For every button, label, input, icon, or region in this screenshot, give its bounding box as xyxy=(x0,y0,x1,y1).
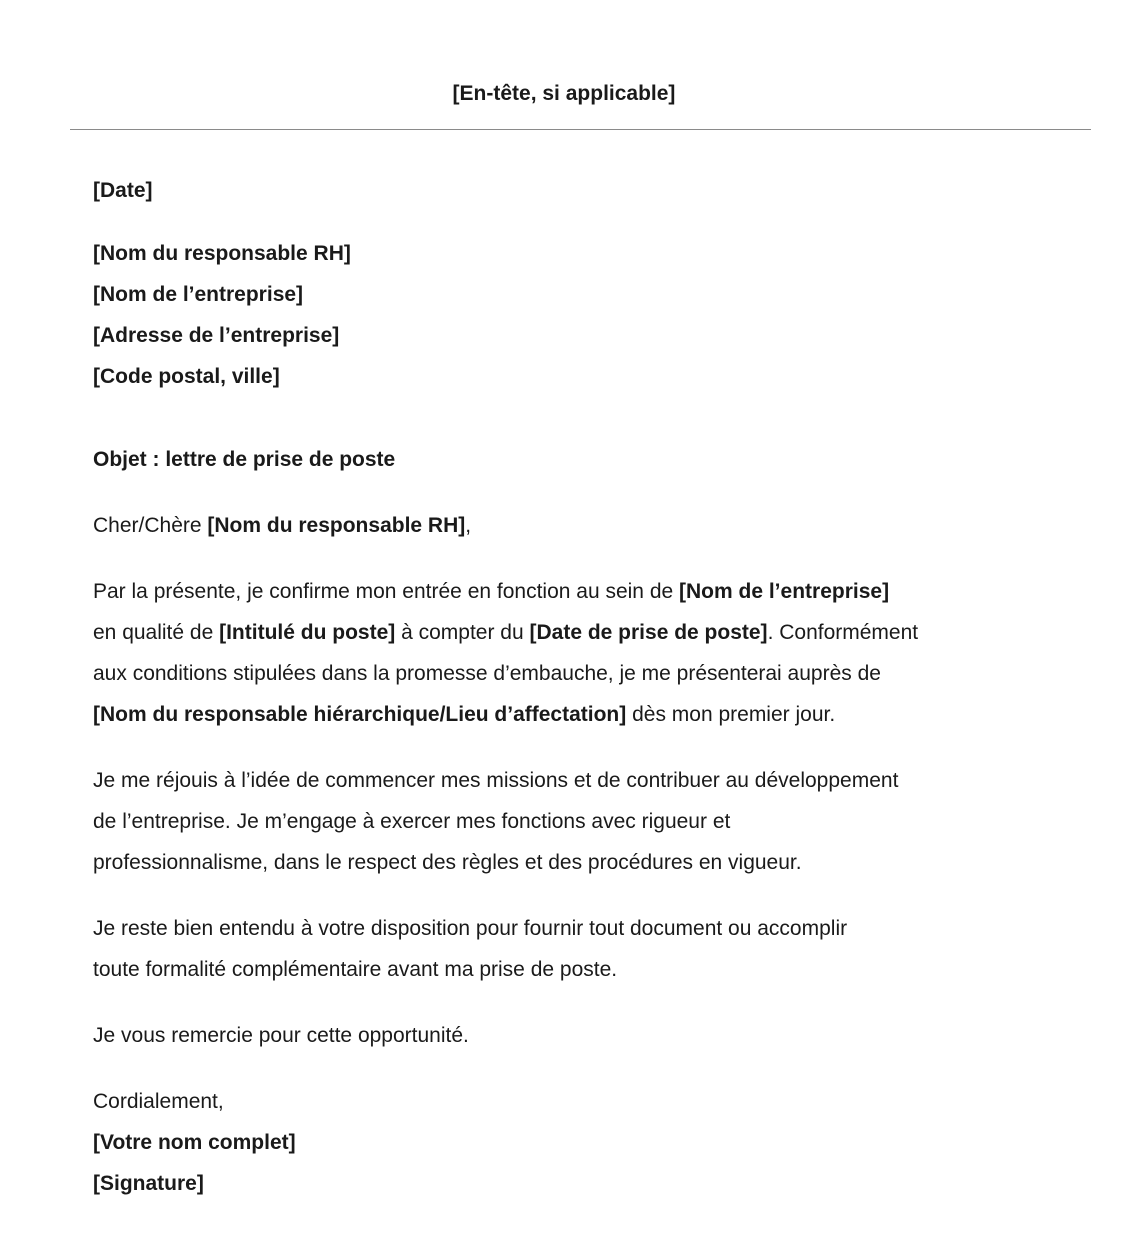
recipient-city: [Code postal, ville] xyxy=(93,365,280,388)
letterhead-placeholder: [En-tête, si applicable] xyxy=(452,82,676,105)
p1-manager: [Nom du responsable hiérarchique/Lieu d’affectation] xyxy=(93,703,627,726)
p1-text: aux conditions stipulées dans la promesse d’embauche, je me présenterai auprès de xyxy=(93,662,881,685)
p2-line: de l’entreprise. Je m’engage à exercer mes fonctions avec rigueur et xyxy=(93,810,731,833)
paragraph-1 xyxy=(93,571,1053,735)
signature-placeholder: [Signature] xyxy=(93,1172,204,1195)
p3-line: Je reste bien entendu à votre disposition pour fournir tout document ou accomplir xyxy=(93,917,848,940)
sender-name: [Votre nom complet] xyxy=(93,1131,296,1154)
paragraph-2 xyxy=(93,760,1053,883)
recipient-company: [Nom de l’entreprise] xyxy=(93,283,304,306)
recipient-address: [Adresse de l’entreprise] xyxy=(93,324,340,347)
p2-line: professionnalisme, dans le respect des règles et des procédures en vigueur. xyxy=(93,851,802,874)
recipient-block xyxy=(93,233,1053,397)
p1-text: en qualité de xyxy=(93,621,220,644)
date-placeholder: [Date] xyxy=(93,179,153,202)
closing-block xyxy=(93,1081,1053,1204)
greeting-prefix: Cher/Chère xyxy=(93,514,208,537)
paragraph-4: Je vous remercie pour cette opportunité. xyxy=(93,1024,469,1047)
greeting-suffix: , xyxy=(465,514,472,537)
greeting xyxy=(93,505,1053,546)
p1-start-date: [Date de prise de poste] xyxy=(529,621,768,644)
p1-text: dès mon premier jour. xyxy=(626,703,836,726)
p1-job-title: [Intitulé du poste] xyxy=(219,621,396,644)
recipient-hr-name: [Nom du responsable RH] xyxy=(93,242,351,265)
p3-line: toute formalité complémentaire avant ma prise de poste. xyxy=(93,958,618,981)
header-divider xyxy=(70,129,1091,130)
paragraph-3 xyxy=(93,908,1053,990)
subject-line: Objet : lettre de prise de poste xyxy=(93,448,396,471)
p1-company: [Nom de l’entreprise] xyxy=(679,580,890,603)
greeting-name: [Nom du responsable RH] xyxy=(207,514,466,537)
p1-text: à compter du xyxy=(395,621,530,644)
p1-text: Par la présente, je confirme mon entrée en fonction au sein de xyxy=(93,580,680,603)
salutation: Cordialement, xyxy=(93,1090,224,1113)
p1-text: . Conformément xyxy=(767,621,919,644)
p2-line: Je me réjouis à l’idée de commencer mes missions et de contribuer au développement xyxy=(93,769,899,792)
letter-body xyxy=(93,170,1053,1204)
